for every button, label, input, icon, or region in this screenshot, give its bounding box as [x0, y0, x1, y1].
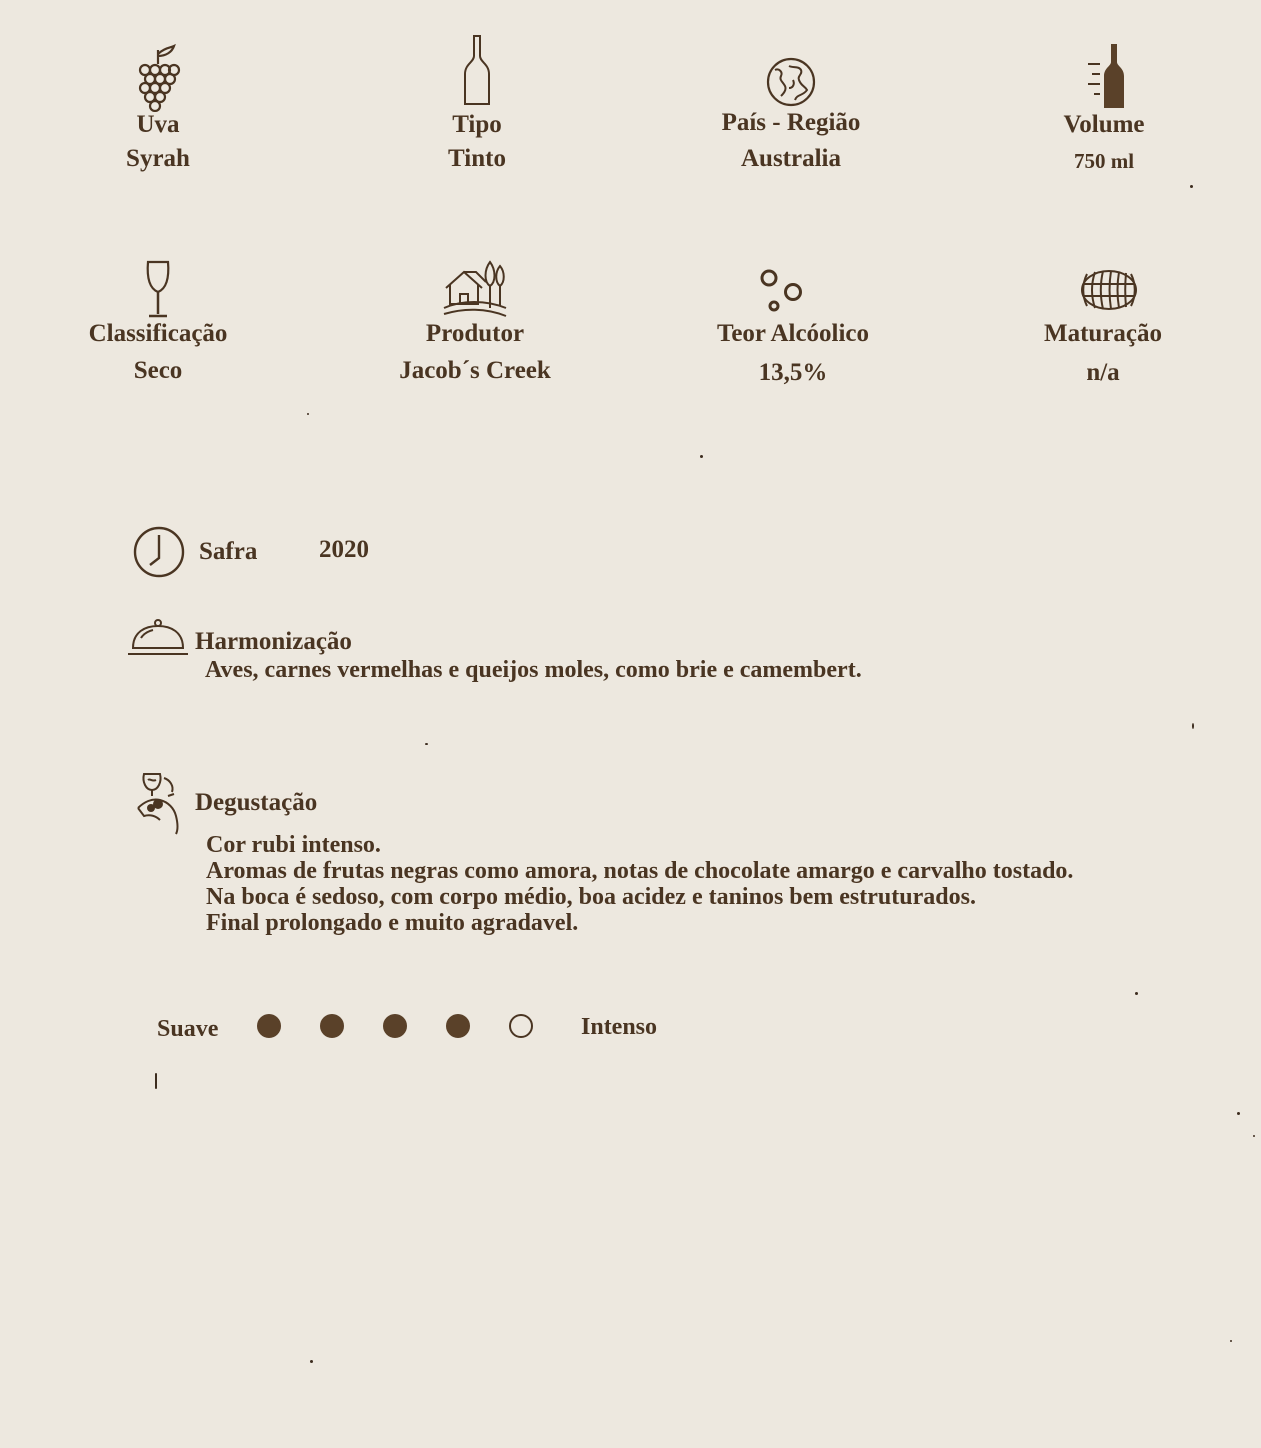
attr-teor	[673, 268, 913, 398]
attr-uva	[38, 40, 278, 180]
harmonizacao-text: Aves, carnes vermelhas e queijos moles, como brie e camembert.	[205, 657, 862, 683]
degustacao-line: Na boca é sedoso, com corpo médio, boa acidez e taninos bem estruturados.	[206, 884, 976, 910]
attr-classificacao	[38, 258, 278, 398]
attr-tipo	[357, 34, 597, 180]
attr-label: Tipo	[452, 111, 502, 138]
degustacao-line: Aromas de frutas negras como amora, notas de chocolate amargo e carvalho tostado.	[206, 858, 1074, 884]
clock-icon	[132, 525, 186, 579]
attr-label: País - Região	[721, 109, 861, 136]
globe-icon	[765, 56, 817, 108]
attr-maturacao	[983, 268, 1223, 398]
attr-value: Syrah	[126, 145, 190, 172]
bottle-icon	[462, 34, 492, 108]
grape-icon	[134, 42, 182, 112]
attr-label: Produtor	[425, 320, 525, 347]
intensity-dot	[446, 1014, 470, 1038]
attr-value: n/a	[1086, 359, 1120, 386]
intensity-dot	[383, 1014, 407, 1038]
winery-icon	[442, 258, 508, 320]
wine-glass-icon	[143, 258, 173, 320]
attr-value: 13,5%	[758, 359, 828, 386]
degustacao-line: Final prolongado e muito agradavel.	[206, 910, 579, 936]
attr-label: Teor Alcóolico	[716, 320, 870, 347]
degustacao-title: Degustação	[195, 789, 318, 816]
attr-label: Uva	[136, 111, 180, 138]
attr-label: Classificação	[88, 320, 228, 347]
attr-label: Maturação	[1043, 320, 1163, 347]
attr-produtor	[355, 258, 595, 398]
attr-volume	[984, 42, 1224, 180]
attr-value: 750 ml	[1073, 149, 1135, 173]
degustacao-line: Cor rubi intenso.	[206, 832, 381, 858]
bottle-filled-icon	[1086, 42, 1130, 110]
intensity-dot	[509, 1014, 533, 1038]
attr-value: Jacob´s Creek	[399, 357, 551, 384]
bubbles-icon	[757, 268, 805, 314]
cloche-icon	[127, 618, 189, 656]
harmonizacao-title: Harmonização	[195, 628, 352, 655]
attr-pais	[671, 56, 911, 180]
intensity-left-label: Suave	[157, 1016, 219, 1042]
tasting-hand-icon	[134, 768, 182, 836]
safra-label: Safra	[199, 538, 258, 565]
intensity-right-label: Intenso	[581, 1014, 658, 1040]
safra-value: 2020	[319, 536, 369, 563]
attr-label: Volume	[1063, 111, 1145, 138]
intensity-dot	[320, 1014, 344, 1038]
barrel-icon	[1079, 268, 1139, 312]
attr-value: Seco	[133, 357, 183, 384]
attr-value: Australia	[741, 145, 841, 172]
attr-value: Tinto	[448, 145, 506, 172]
intensity-dot	[257, 1014, 281, 1038]
